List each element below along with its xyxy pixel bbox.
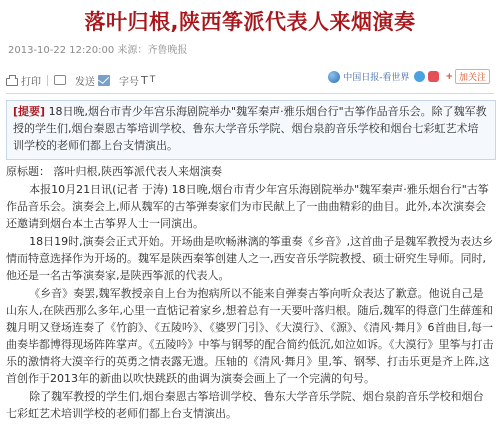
send-label: 发送 bbox=[75, 76, 95, 88]
weibo-icon[interactable] bbox=[428, 71, 439, 82]
print-label: 打印 bbox=[21, 76, 41, 88]
original-title-line: 原标题： 落叶归根,陕西筝派代表人来烟演奏 bbox=[6, 165, 222, 178]
summary-box bbox=[6, 100, 496, 160]
paragraph: 18日19时,演奏会正式开始。开场曲是吹畅淋漓的筝重奏《乡音》,这首曲子是魏军教授为表达乡情而特意选择作为开场的。魏军是陕西秦筝创建人之一,西安音乐学院教授、硕士研究生导师。同时,他还是一名古筝演奏家,是陕西筝派的代表人。 bbox=[6, 235, 494, 282]
font-increase-button[interactable]: T bbox=[141, 73, 148, 87]
article-body bbox=[6, 163, 494, 423]
print-icon bbox=[6, 78, 18, 86]
send-icon bbox=[98, 75, 110, 86]
paragraph: 《乡音》奏罢,魏军教授亲自上台为抱病所以不能来自弹奏古筝向听众表达了歉意。他说自己是山东人,在陕西那么多年,心里一直惦记着家乡,想着总有一天要叶落归根。随后,魏军的得意门生薛莲和魏月明又登场连奏了《竹韵》、《五陵吟》、《婆罗门引》、《大漠行》、《源》、《清风·舞月》6首曲目,每一曲奏毕都博得现场阵阵掌声。《五陵吟》中筝与钢琴的配合简约低沉,如泣如诉。《大漠行》里筝与打击乐的激情将大漠辛行的英勇之情表露无遗。压轴的《清风·舞月》里,筝、钢琴、打击乐更是齐上阵,这首创作于2013年的新曲以吹快跳跃的曲调为演奏会画上了一个完满的句号。 bbox=[6, 287, 494, 385]
print-button[interactable] bbox=[6, 73, 41, 88]
follow-button[interactable]: 加关注 bbox=[455, 69, 490, 84]
brand-link[interactable]: 中国日报-看世界 bbox=[343, 73, 410, 83]
paragraph: 本报10月21日讯(记者 于涛) 18日晚,烟台市青少年宫乐海剧院举办"魏军秦声·雅乐烟台行"古筝作品音乐会。演奏会上,师从魏军的古筝弹奏家们为市民献上了一曲曲精彩的曲目。此外,本次演奏会还邀请到烟台本土古筝界人士一同演出。 bbox=[6, 183, 489, 230]
qq-icon[interactable] bbox=[414, 71, 425, 82]
font-decrease-button[interactable]: T bbox=[149, 75, 156, 85]
toolbar-divider-line bbox=[6, 93, 494, 94]
follow-plus-icon: + bbox=[445, 71, 453, 82]
toolbar-divider bbox=[47, 75, 48, 86]
paragraph: 除了魏军教授的学生们,烟台秦恩古筝培训学校、鲁东大学音乐学院、烟台泉韵音乐学校和烟台七彩虹艺术培训学校的老师们都上台支情演出。 bbox=[6, 390, 484, 420]
article-meta: 2013-10-22 12:20:00 来源：齐鲁晚报 bbox=[8, 45, 188, 56]
share-bar bbox=[328, 69, 490, 84]
article-title: 落叶归根,陕西筝派代表人来烟演奏 bbox=[84, 10, 416, 34]
font-size-label: 字号 bbox=[119, 76, 139, 88]
font-size-control bbox=[119, 73, 155, 88]
send-button[interactable] bbox=[75, 73, 113, 88]
article-toolbar bbox=[6, 70, 161, 90]
globe-icon bbox=[328, 71, 340, 83]
comment-icon bbox=[54, 75, 66, 85]
comment-button[interactable] bbox=[54, 75, 69, 85]
summary-tag: [提要] bbox=[13, 105, 46, 118]
summary-text: 18日晚,烟台市青少年宫乐海剧院举办"魏军秦声·雅乐烟台行"古筝作品音乐会。除了魏军教授的学生们,烟台秦恩古筝培训学校、鲁东大学音乐学院、烟台泉韵音乐学校和烟台七彩虹艺术培训学校的老师们都上台支情演出。 bbox=[13, 105, 487, 152]
